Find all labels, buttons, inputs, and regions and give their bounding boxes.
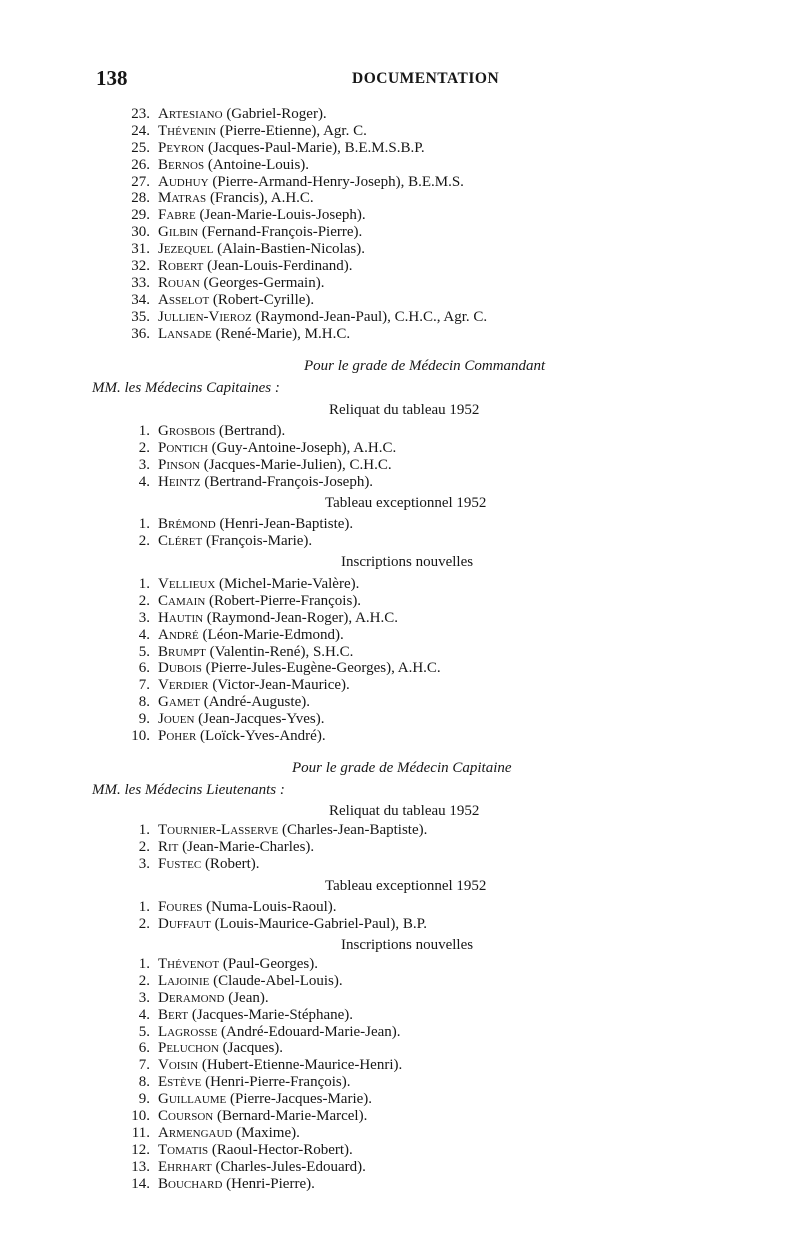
list-item [100, 916, 570, 933]
entry-name [158, 677, 350, 694]
entry-name [158, 916, 427, 933]
list-item [100, 174, 570, 191]
entry-forenames: (Jean-Marie-Louis-Joseph). [195, 207, 366, 224]
entry-forenames: (Pierre-Jacques-Marie). [226, 1091, 373, 1108]
list-commandant-reliquat [100, 423, 570, 491]
entry-name [158, 292, 314, 309]
entry-forenames: (Pierre-Etienne), Agr. C. [216, 122, 367, 139]
entry-name [158, 258, 353, 275]
list-item [100, 326, 570, 343]
list-item [100, 677, 570, 694]
entry-forenames: (Charles-Jean-Baptiste). [278, 822, 428, 838]
list-item [100, 457, 570, 474]
entry-name [158, 516, 353, 533]
list-item [100, 973, 570, 990]
entry-number: 3. [138, 989, 150, 1006]
list-capitaine-exceptionnel [100, 899, 570, 933]
list-item [100, 533, 570, 550]
entry-name [158, 660, 441, 677]
entry-name [158, 1176, 315, 1193]
entry-number: 28. [131, 190, 150, 207]
entry-forenames: (Alain-Bastien-Nicolas). [213, 241, 365, 258]
entry-name [158, 973, 343, 990]
entry-number: 7. [138, 1057, 150, 1074]
entry-surname: Bert [158, 1006, 189, 1023]
sub-heading-reliquat-2: Reliquat du tableau 1952 [329, 803, 480, 819]
entry-forenames: (Jean-Louis-Ferdinand). [203, 258, 353, 275]
entry-surname: Verdier [158, 677, 209, 694]
entry-number: 2. [138, 439, 150, 456]
entry-number: 5. [138, 643, 150, 660]
list-item [100, 644, 570, 661]
grade-heading-capitaine: Pour le grade de Médecin Capitaine [292, 760, 512, 776]
entry-surname: Brumpt [158, 643, 206, 660]
sub-heading-exceptionnel-2: Tableau exceptionnel 1952 [325, 878, 487, 894]
entry-forenames: (Fernand-François-Pierre). [198, 224, 363, 241]
entry-forenames: (Georges-Germain). [199, 274, 325, 291]
entry-surname: Peluchon [158, 1040, 219, 1057]
entry-name [158, 533, 312, 550]
entry-number: 1. [138, 822, 150, 838]
entry-surname: Deramond [158, 989, 225, 1006]
entry-surname: Estève [158, 1074, 202, 1091]
list-item [100, 711, 570, 728]
list-item [100, 990, 570, 1007]
entry-surname: Robert [158, 258, 204, 275]
list-item [100, 1176, 570, 1193]
entry-number: 2. [138, 838, 150, 855]
entry-number: 6. [138, 1040, 150, 1057]
grade-heading-commandant: Pour le grade de Médecin Commandant [304, 358, 546, 374]
list-top [100, 106, 570, 342]
entry-number: 14. [131, 1175, 150, 1192]
list-item [100, 1040, 570, 1057]
entry-surname: Pontich [158, 439, 208, 456]
entry-number: 1. [138, 899, 150, 915]
entry-surname: Bouchard [158, 1175, 223, 1192]
entry-forenames: (André-Auguste). [200, 694, 310, 711]
entry-forenames: (André-Edouard-Marie-Jean). [217, 1023, 401, 1040]
entry-surname: Vellieux [158, 576, 216, 592]
entry-name [158, 140, 425, 157]
entry-forenames: (Antoine-Louis). [204, 156, 310, 173]
list-item [100, 856, 570, 873]
entry-surname: Heintz [158, 473, 201, 490]
entry-name [158, 610, 398, 627]
entry-number: 4. [138, 473, 150, 490]
entry-number: 2. [138, 972, 150, 989]
list-item [100, 1142, 570, 1159]
entry-number: 8. [138, 694, 150, 711]
entry-surname: André [158, 626, 199, 643]
list-capitaine-reliquat [100, 822, 570, 873]
entry-surname: Jullien-Vieroz [158, 308, 252, 325]
entry-number: 4. [138, 1006, 150, 1023]
entry-surname: Lagrosse [158, 1023, 218, 1040]
entry-surname: Dubois [158, 660, 202, 677]
entry-forenames: (Robert-Cyrille). [209, 291, 315, 308]
entry-number: 30. [131, 224, 150, 241]
entry-name [158, 1057, 402, 1074]
entry-name [158, 106, 327, 123]
entry-name [158, 224, 362, 241]
entry-surname: Fabre [158, 207, 196, 224]
entry-number: 29. [131, 207, 150, 224]
list-item [100, 106, 570, 123]
entry-name [158, 990, 269, 1007]
entry-forenames: (Raymond-Jean-Roger), A.H.C. [203, 609, 399, 626]
entry-name [158, 1142, 353, 1159]
entry-number: 34. [131, 291, 150, 308]
entry-name [158, 956, 318, 973]
entry-name [158, 1024, 401, 1041]
list-item [100, 157, 570, 174]
entry-forenames: (Charles-Jules-Edouard). [211, 1158, 366, 1175]
entry-surname: Poher [158, 728, 197, 745]
page-number: 138 [96, 66, 128, 90]
entry-name [158, 822, 427, 839]
list-item [100, 956, 570, 973]
entry-surname: Gamet [158, 694, 200, 711]
entry-name [158, 576, 359, 593]
entry-surname: Tomatis [158, 1141, 209, 1158]
entry-forenames: (Victor-Jean-Maurice). [208, 677, 350, 694]
entry-number: 5. [138, 1023, 150, 1040]
entry-surname: Peyron [158, 139, 205, 156]
entry-number: 10. [131, 1108, 150, 1125]
entry-name [158, 1074, 351, 1091]
entry-number: 27. [131, 173, 150, 190]
entry-forenames: (Maxime). [232, 1124, 300, 1141]
entry-name [158, 423, 285, 440]
entry-surname: Grosbois [158, 423, 216, 439]
entry-number: 31. [131, 241, 150, 258]
entry-forenames: (Hubert-Etienne-Maurice-Henri). [198, 1057, 403, 1074]
entry-forenames: (Gabriel-Roger). [222, 106, 327, 122]
list-item [100, 190, 570, 207]
list-item [100, 627, 570, 644]
sub-heading-inscriptions: Inscriptions nouvelles [341, 554, 474, 570]
entry-number: 32. [131, 258, 150, 275]
entry-number: 3. [138, 855, 150, 872]
entry-number: 36. [131, 325, 150, 342]
entry-forenames: (Jean). [224, 989, 269, 1006]
entry-name [158, 326, 350, 343]
entry-number: 11. [131, 1124, 150, 1141]
entry-forenames: (Louis-Maurice-Gabriel-Paul), B.P. [210, 915, 428, 932]
entry-name [158, 839, 314, 856]
entry-surname: Camain [158, 592, 206, 609]
list-item [100, 576, 570, 593]
entry-surname: Pinson [158, 456, 200, 473]
entry-number: 12. [131, 1141, 150, 1158]
list-item [100, 309, 570, 326]
sub-heading-reliquat: Reliquat du tableau 1952 [329, 402, 480, 418]
entry-number: 10. [131, 728, 150, 745]
entry-name [158, 856, 260, 873]
entry-number: 2. [138, 532, 150, 549]
entry-surname: Guillaume [158, 1091, 227, 1108]
list-item [100, 140, 570, 157]
entry-number: 1. [138, 516, 150, 532]
entry-surname: Ehrhart [158, 1158, 212, 1175]
entry-surname: Audhuy [158, 173, 209, 190]
entry-number: 1. [138, 576, 150, 592]
entry-surname: Rouan [158, 274, 200, 291]
entry-number: 1. [138, 956, 150, 972]
entry-name [158, 275, 324, 292]
entry-name [158, 593, 361, 610]
entry-surname: Jouen [158, 711, 195, 728]
entry-name [158, 1007, 353, 1024]
entry-surname: Gilbin [158, 224, 199, 241]
entry-surname: Armengaud [158, 1124, 233, 1141]
entry-name [158, 440, 396, 457]
entry-name [158, 728, 326, 745]
entry-number: 9. [138, 711, 150, 728]
entry-number: 4. [138, 626, 150, 643]
list-item [100, 275, 570, 292]
entry-forenames: (Robert-Pierre-François). [205, 592, 362, 609]
list-item [100, 660, 570, 677]
entry-name [158, 1159, 366, 1176]
list-item [100, 1125, 570, 1142]
entry-number: 35. [131, 308, 150, 325]
list-commandant-inscriptions [100, 576, 570, 745]
entry-name [158, 627, 344, 644]
entry-forenames: (Henri-Pierre). [222, 1175, 315, 1192]
list-item [100, 207, 570, 224]
entry-forenames: (Valentin-René), S.H.C. [205, 643, 354, 660]
entry-number: 25. [131, 139, 150, 156]
list-capitaine-inscriptions [100, 956, 570, 1192]
entry-forenames: (Raoul-Hector-Robert). [208, 1141, 353, 1158]
entry-surname: Lansade [158, 325, 212, 342]
entry-forenames: (Jacques-Paul-Marie), B.E.M.S.B.P. [204, 139, 425, 156]
entry-name [158, 174, 464, 191]
entry-forenames: (Numa-Louis-Raoul). [202, 899, 337, 915]
entry-surname: Cléret [158, 532, 203, 549]
entry-name [158, 457, 392, 474]
entry-number: 26. [131, 156, 150, 173]
entry-number: 2. [138, 592, 150, 609]
entry-surname: Duffaut [158, 915, 211, 932]
entry-surname: Jezequel [158, 241, 214, 258]
entry-number: 33. [131, 274, 150, 291]
entry-number: 1. [138, 423, 150, 439]
entry-surname: Voisin [158, 1057, 199, 1074]
entry-forenames: (Bernard-Marie-Marcel). [213, 1108, 368, 1125]
entry-number: 8. [138, 1074, 150, 1091]
sub-heading-exceptionnel: Tableau exceptionnel 1952 [325, 495, 487, 511]
entry-surname: Courson [158, 1108, 214, 1125]
entry-forenames: (Henri-Jean-Baptiste). [215, 516, 354, 532]
list-commandant-exceptionnel [100, 516, 570, 550]
entry-name [158, 711, 325, 728]
entry-name [158, 309, 487, 326]
entry-name [158, 1125, 300, 1142]
entry-forenames: (Claude-Abel-Louis). [209, 972, 343, 989]
list-item [100, 1007, 570, 1024]
list-item [100, 593, 570, 610]
list-item [100, 258, 570, 275]
entry-number: 2. [138, 915, 150, 932]
list-item [100, 241, 570, 258]
entry-surname: Thévenot [158, 956, 220, 972]
entry-name [158, 123, 367, 140]
entry-forenames: (Pierre-Armand-Henry-Joseph), B.E.M.S. [208, 173, 464, 190]
list-item [100, 123, 570, 140]
entry-name [158, 207, 366, 224]
entry-forenames: (Léon-Marie-Edmond). [198, 626, 344, 643]
entry-name [158, 1091, 372, 1108]
entry-number: 7. [138, 677, 150, 694]
entry-forenames: (René-Marie), M.H.C. [211, 325, 351, 342]
entry-number: 3. [138, 609, 150, 626]
sub-heading-inscriptions-2: Inscriptions nouvelles [341, 937, 474, 953]
entry-number: 13. [131, 1158, 150, 1175]
list-item [100, 610, 570, 627]
entry-forenames: (Jacques-Marie-Stéphane). [188, 1006, 354, 1023]
entry-forenames: (Jean-Marie-Charles). [178, 838, 315, 855]
entry-name [158, 899, 337, 916]
list-item [100, 1159, 570, 1176]
entry-forenames: (Henri-Pierre-François). [201, 1074, 351, 1091]
entry-forenames: (Guy-Antoine-Joseph), A.H.C. [207, 439, 397, 456]
entry-name [158, 190, 314, 207]
list-item [100, 1057, 570, 1074]
entry-forenames: (Jacques-Marie-Julien), C.H.C. [199, 456, 392, 473]
list-item [100, 899, 570, 916]
rank-heading-lieutenants: MM. les Médecins Lieutenants : [92, 782, 285, 798]
list-item [100, 292, 570, 309]
entry-surname: Hautin [158, 609, 204, 626]
entry-forenames: (Pierre-Jules-Eugène-Georges), A.H.C. [201, 660, 441, 677]
entry-surname: Matras [158, 190, 207, 207]
entry-name [158, 241, 365, 258]
entry-number: 6. [138, 660, 150, 677]
entry-surname: Brémond [158, 516, 216, 532]
entry-surname: Artesiano [158, 106, 223, 122]
entry-name [158, 157, 309, 174]
entry-forenames: (Francis), A.H.C. [206, 190, 314, 207]
entry-name [158, 474, 373, 491]
entry-surname: Foures [158, 899, 203, 915]
entry-forenames: (Raymond-Jean-Paul), C.H.C., Agr. C. [251, 308, 488, 325]
list-item [100, 1074, 570, 1091]
list-item [100, 839, 570, 856]
entry-surname: Lajoinie [158, 972, 210, 989]
entry-forenames: (Jacques). [218, 1040, 284, 1057]
entry-surname: Rit [158, 838, 179, 855]
entry-surname: Tournier-Lasserve [158, 822, 279, 838]
entry-name [158, 1108, 367, 1125]
list-item [100, 1091, 570, 1108]
entry-forenames: (Robert). [201, 855, 260, 872]
list-item [100, 423, 570, 440]
list-item [100, 694, 570, 711]
entry-number: 3. [138, 456, 150, 473]
entry-surname: Fustec [158, 855, 202, 872]
list-item [100, 728, 570, 745]
entry-forenames: (Michel-Marie-Valère). [215, 576, 360, 592]
entry-surname: Thévenin [158, 122, 217, 139]
entry-forenames: (François-Marie). [202, 532, 313, 549]
list-item [100, 516, 570, 533]
list-item [100, 440, 570, 457]
entry-name [158, 1040, 283, 1057]
rank-heading-capitaines: MM. les Médecins Capitaines : [92, 380, 280, 396]
entry-surname: Bernos [158, 156, 205, 173]
entry-forenames: (Bertrand). [215, 423, 286, 439]
entry-forenames: (Bertrand-François-Joseph). [200, 473, 374, 490]
entry-number: 9. [138, 1091, 150, 1108]
entry-number: 24. [131, 122, 150, 139]
entry-forenames: (Paul-Georges). [219, 956, 318, 972]
entry-surname: Asselot [158, 291, 210, 308]
entry-number: 23. [131, 106, 150, 122]
entry-name [158, 644, 353, 661]
list-item [100, 1108, 570, 1125]
entry-name [158, 694, 310, 711]
list-item [100, 1024, 570, 1041]
running-head: DOCUMENTATION [352, 70, 500, 87]
list-item [100, 224, 570, 241]
list-item [100, 822, 570, 839]
entry-forenames: (Loïck-Yves-André). [196, 728, 326, 745]
entry-forenames: (Jean-Jacques-Yves). [194, 711, 325, 728]
list-item [100, 474, 570, 491]
